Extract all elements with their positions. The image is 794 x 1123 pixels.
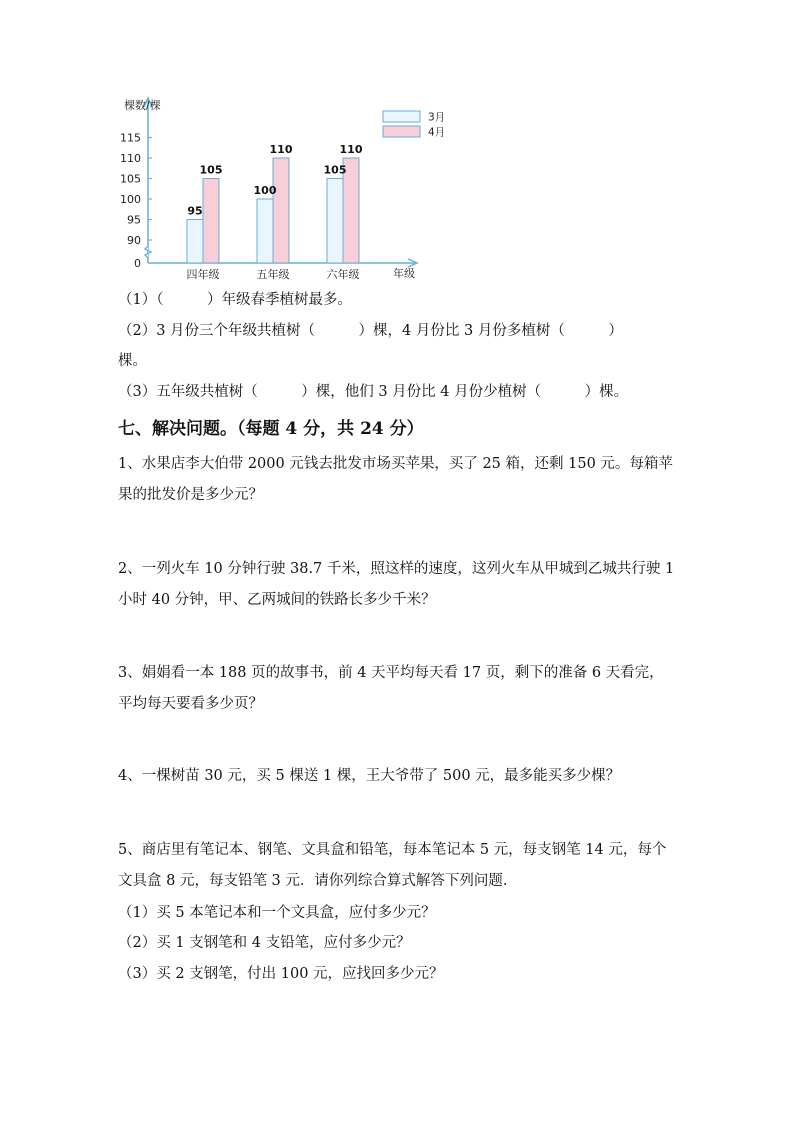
data-label: 110 xyxy=(339,143,363,156)
x-axis-title: 年级 xyxy=(393,267,415,280)
y-tick-label: 95 xyxy=(127,213,141,227)
chart-question-1: （1）（ ）年级春季植树最多。 xyxy=(118,292,352,308)
chart-question-3: （3）五年级共植树（ ）棵，他们 3 月份比 4 月份少植树（ ）棵。 xyxy=(118,384,629,400)
bar xyxy=(273,158,289,263)
x-tick-label: 四年级 xyxy=(186,268,220,281)
x-tick-label: 五年级 xyxy=(256,268,290,281)
problem-1: 1、水果店李大伯带 2000 元钱去批发市场买苹果，买了 25 箱，还剩 150 元。每箱苹果的批发价是多少元？ xyxy=(118,456,673,503)
data-label: 95 xyxy=(187,204,203,218)
axis-break xyxy=(145,246,151,258)
data-label: 100 xyxy=(253,184,277,197)
problem-5: 5、商店里有笔记本、钢笔、文具盒和铅笔，每本笔记本 5 元，每支钢笔 14 元，每个文具盒 8 元，每支铅笔 3 元．请你列综合算式解答下列问题. xyxy=(118,842,667,889)
bar xyxy=(257,199,273,263)
y-tick-label: 110 xyxy=(120,152,141,165)
problem-5-sub-3: （3）买 2 支钢笔，付出 100 元，应找回多少元？ xyxy=(118,966,444,982)
data-label: 110 xyxy=(269,143,293,156)
data-label: 105 xyxy=(323,163,347,177)
problem-5-sub-2: （2）买 1 支钢笔和 4 支铅笔，应付多少元？ xyxy=(118,935,411,951)
problem-3: 3、娟娟看一本 188 页的故事书，前 4 天平均每天看 17 页，剩下的准备 6 天看完，平均每天要看多少页？ xyxy=(118,665,664,712)
legend-label: 3月 xyxy=(428,111,446,124)
legend-swatch xyxy=(383,111,420,122)
y-tick-label: 90 xyxy=(127,234,141,247)
bar xyxy=(187,220,203,264)
chart-question-2-cont: 棵。 xyxy=(118,353,147,369)
y-tick-label: 115 xyxy=(120,131,141,145)
problem-2: 2、一列火车 10 分钟行驶 38.7 千米，照这样的速度，这列火车从甲城到乙城共行驶 1 小时 40 分钟，甲、乙两城间的铁路长多少千米？ xyxy=(118,561,675,608)
section-title: 七、解决问题。（每题 4 分，共 24 分） xyxy=(118,419,424,439)
y-tick-label: 105 xyxy=(120,172,141,186)
y-tick-label: 100 xyxy=(120,193,141,206)
x-tick-label: 六年级 xyxy=(326,268,360,281)
y-tick-label: 0 xyxy=(134,257,141,270)
bar xyxy=(327,179,343,264)
problem-5-sub-1: （1）买 5 本笔记本和一个文具盒，应付多少元？ xyxy=(118,905,436,921)
data-label: 105 xyxy=(199,163,223,177)
legend-swatch xyxy=(383,126,420,137)
y-axis-title: 棵数/棵 xyxy=(124,99,161,112)
chart-legend xyxy=(383,111,445,139)
bar xyxy=(203,179,219,264)
chart-question-2: （2）3 月份三个年级共植树（ ）棵，4 月份比 3 月份多植树（ ） xyxy=(118,323,623,339)
problem-4: 4、一棵树苗 30 元，买 5 棵送 1 棵，王大爷带了 500 元，最多能买多少棵？ xyxy=(118,768,621,784)
legend-label: 4月 xyxy=(428,126,446,139)
bar-chart xyxy=(110,88,460,288)
